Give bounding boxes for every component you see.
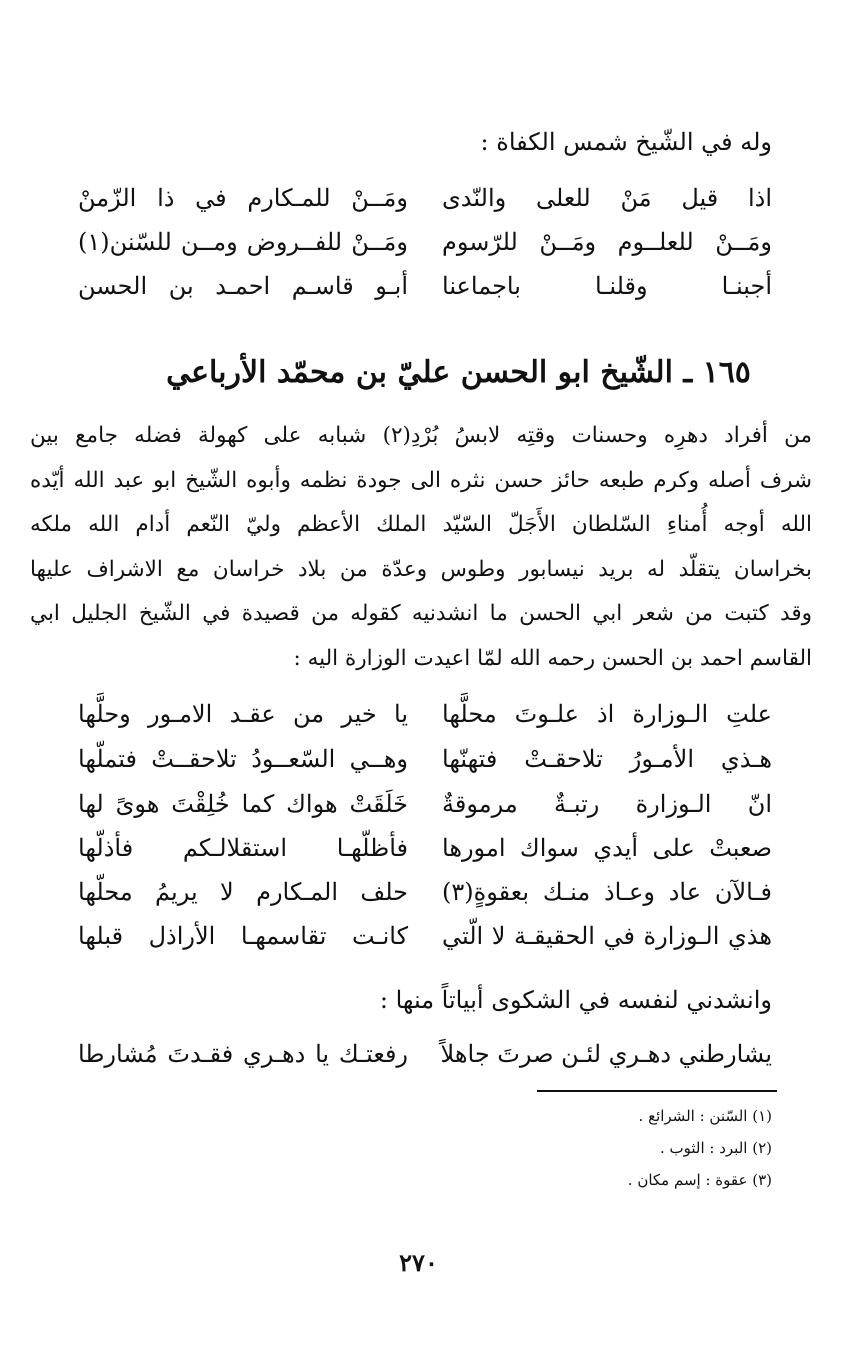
verse-second-hemistich: يا خير من عقـد الامـور وحلَّها [78,700,408,728]
poem2-verse [60,782,772,826]
verse-first-hemistich: ومَــنْ للعلــوم ومَــنْ للرّسوم [442,228,772,256]
poem2-verse [60,914,772,958]
poem1-verse [60,176,772,220]
verse-first-hemistich: هـذي الأمـورُ تلاحقـتْ فتهنّها [442,745,772,773]
verse-second-hemistich: أبـو قاسـم احمـد بن الحسن [78,272,408,300]
verse-first-hemistich: هذي الـوزارة في الحقيقـة لا الّتي [442,922,772,950]
verse-second-hemistich: ومَــنْ للفــروض ومــن للسّنن(١) [78,228,408,256]
poem3-verse [60,1032,772,1076]
poem2-verse [60,826,772,870]
verse-first-hemistich: اذا قيل مَنْ للعلى والنّدى [442,184,772,212]
footnote: (١) السّنن : الشرائع . [638,1107,772,1125]
footnote: (٣) عقوة : إسم مكان . [627,1171,772,1189]
poem1-verse [60,220,772,264]
footnote-divider [537,1090,777,1092]
verse-first-hemistich: أجبنـا وقلنـا باجماعنا [442,272,772,300]
verse-second-hemistich: كانـت تقاسمهـا الأراذل قبلها [78,922,408,950]
poem2-verse [60,870,772,914]
poem2-verse [60,737,772,781]
verse-first-hemistich: انّ الـوزارة رتبـةٌ مرموقةٌ [442,790,772,818]
paragraph-line: وقد كتبت من شعر ابي الحسن ما انشدنيه كقوله من قصيدة في الشّيخ الجليل ابي [30,601,812,626]
biography-paragraph [30,414,812,681]
verse-second-hemistich: فأظلّهـا استقلالـكم فأذلّها [78,834,408,862]
page-number: ٢٧٠ [399,1248,438,1277]
verse-first-hemistich: فـالآن عاد وعـاذ منـك بعقوةٍ(٣) [442,878,772,906]
verse-second-hemistich: وهــي السّعــودُ تلاحقــتْ فتملّها [78,745,408,773]
verse-second-hemistich: حلف المـكارم لا يريمُ محلّها [78,878,408,906]
verse-second-hemistich: خَلَقَتْ هواك كما خُلِقْتَ هوىً لها [78,790,408,818]
paragraph-line: الله أوجه أُمناءِ السّلطان الأَجَلّ السّيّد الملك الأعظم وليّ النّعم أدام الله ملكه [30,512,812,537]
section-heading: ١٦٥ ـ الشّيخ ابو الحسن عليّ بن محمّد الأرباعي [166,355,751,390]
intro-line: وله في الشّيخ شمس الكفاة : [480,128,772,156]
verse-first-hemistich: يشارطني دهـري لئـن صرتَ جاهلاً [440,1040,772,1068]
poem1-verse [60,264,772,308]
verse-first-hemistich: صعبتْ على أيدي سواك امورها [442,834,772,862]
footnote: (٢) البرد : الثوب . [659,1139,772,1157]
poem2-verse [60,692,772,736]
paragraph-line: من أفراد دهرِه وحسنات وقتِه لابسُ بُرْدِ(٢) شبابه على كهولة فضله جامع بين [30,423,812,448]
verse-second-hemistich: رفعتـك يا دهـري فقـدتَ مُشارطا [78,1040,408,1068]
verse-first-hemistich: علتِ الـوزارة اذ علـوتَ محلَّها [442,700,772,728]
paragraph-line: القاسم احمد بن الحسن رحمه الله لمّا اعيدت الوزارة اليه : [293,645,812,671]
paragraph-line: بخراسان يتقلّد له بريد نيسابور وطوس وعدّة من بلاد خراسان مع الاشراف عليها [30,556,812,582]
transition-line: وانشدني لنفسه في الشكوى أبياتاً منها : [379,986,772,1014]
paragraph-line: شرف أصله وكرم طبعه حائز حسن نثره الى جودة نظمه وأبوه الشّيخ ابو عبد الله أيّده [30,467,812,493]
verse-second-hemistich: ومَــنْ للمـكارم في ذا الزّمنْ [78,184,408,212]
